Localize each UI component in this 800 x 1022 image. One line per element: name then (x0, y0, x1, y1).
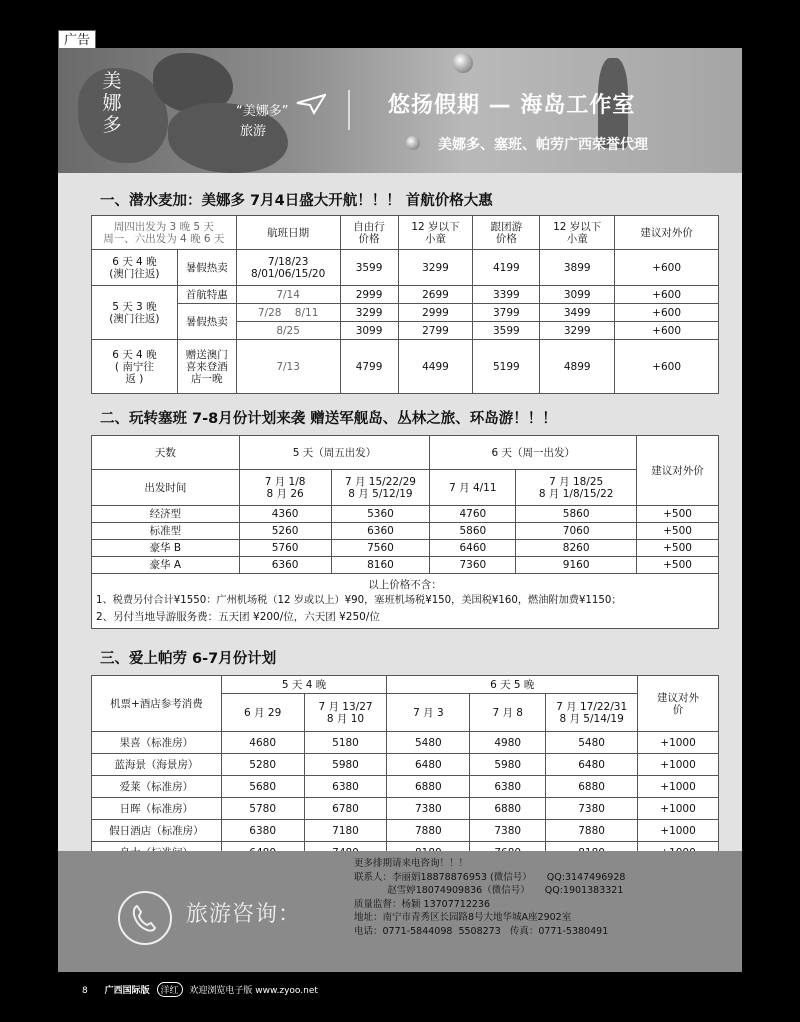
price-cell: 4499 (398, 340, 473, 394)
contact-info: 更多排期请来电咨询！！！ 联系人：李丽娟18878876953 (微信号） QQ:3147496928 赵雪婷18074909836（微信号） QQ:1901383321 质量监督：杨颖 13707712236 地址：南宁市青秀区长园路8号大地华城A座2902室 电话：0771-5844098 5508273 传真：0771-5380491 (354, 858, 626, 937)
note-line: 1、税费另付合计¥1550：广州机场税（12 岁或以上）¥90，塞班机场税¥150，美国税¥160，燃油附加费¥1150； (96, 595, 622, 606)
price-cell: 3299 (340, 304, 398, 322)
row-label: 果喜（标准房） (92, 732, 222, 754)
header-cell: 出发时间 (92, 470, 240, 506)
price-cell: 5360 (331, 506, 430, 523)
brand-logo-text: 美娜多 (102, 70, 122, 136)
banner (58, 48, 742, 173)
website-text: 欢迎浏览电子版 www.zyoo.net (189, 986, 318, 996)
row-label: 经济型 (92, 506, 240, 523)
table-row (92, 523, 719, 540)
table-header-row (92, 216, 719, 250)
content-area (58, 173, 742, 851)
price-cell: 5980 (304, 754, 387, 776)
date-cell: 7/18/23 8/01/06/15/20 (236, 250, 340, 286)
price-cell: 7380 (546, 798, 638, 820)
table-row (92, 754, 719, 776)
price-cell: +500 (637, 540, 719, 557)
price-cell: 3299 (540, 322, 615, 340)
header-cell: 机票+酒店参考消费 (92, 676, 222, 732)
price-cell: 6880 (546, 776, 638, 798)
price-cell: 4760 (430, 506, 516, 523)
page-number: 8 (82, 986, 88, 996)
header-cell: 建议对外 价 (638, 676, 719, 732)
price-cell: 2799 (398, 322, 473, 340)
note-row (92, 574, 719, 629)
price-cell: +600 (615, 286, 719, 304)
table-row (92, 286, 719, 304)
price-cell: 6380 (470, 776, 546, 798)
price-cell: 6380 (221, 820, 304, 842)
price-cell: 6360 (239, 557, 331, 574)
price-cell: +500 (637, 557, 719, 574)
price-cell: 7880 (546, 820, 638, 842)
table-row (92, 540, 719, 557)
price-cell: 4360 (239, 506, 331, 523)
banner-title: 悠扬假期 — 海岛工作室 (388, 93, 636, 118)
price-cell: 8260 (516, 540, 637, 557)
price-cell: 7180 (304, 820, 387, 842)
header-cell: 跟团游 价格 (473, 216, 540, 250)
price-cell: 4980 (470, 732, 546, 754)
date-cell: 7 月 1/8 8 月 26 (239, 470, 331, 506)
date-cell: 7 月 17/22/31 8 月 5/14/19 (546, 694, 638, 732)
header-cell: 建议对外价 (615, 216, 719, 250)
row-label: 豪华 A (92, 557, 240, 574)
header-cell: 12 岁以下 小童 (540, 216, 615, 250)
price-cell: 6360 (331, 523, 430, 540)
price-cell: 5760 (239, 540, 331, 557)
row-label: 豪华 B (92, 540, 240, 557)
table-header-row (92, 676, 719, 694)
type-cell: 暑假热卖 (177, 250, 236, 286)
date-cell: 7 月 8 (470, 694, 546, 732)
price-cell: 5680 (221, 776, 304, 798)
price-cell: 2999 (340, 286, 398, 304)
section1-table (91, 215, 719, 394)
price-cell: +600 (615, 250, 719, 286)
price-cell: 7380 (387, 798, 470, 820)
price-cell: +1000 (638, 754, 719, 776)
date-cell: 7 月 3 (387, 694, 470, 732)
type-cell: 赠送澳门 喜来登酒 店一晚 (177, 340, 236, 394)
price-cell: 5980 (470, 754, 546, 776)
price-cell: 3599 (473, 322, 540, 340)
price-cell: 3899 (540, 250, 615, 286)
table-row (92, 820, 719, 842)
table-row (92, 798, 719, 820)
consult-title: 旅游咨询： (186, 902, 302, 927)
section1-heading: 一、潜水麦加：美娜多 7月4日盛大开航！！！ 首航价格大惠 (100, 193, 493, 209)
price-cell: 4199 (473, 250, 540, 286)
date-cell: 7 月 15/22/29 8 月 5/12/19 (331, 470, 430, 506)
price-cell: 7380 (470, 820, 546, 842)
page-footer (82, 982, 318, 997)
price-cell: 5180 (304, 732, 387, 754)
table-row (92, 340, 719, 394)
table-header-row (92, 436, 719, 470)
section2-table (91, 435, 719, 629)
row-label: 蓝海景（海景房） (92, 754, 222, 776)
bubble-icon (406, 136, 420, 150)
table-row (92, 776, 719, 798)
price-cell: 4899 (540, 340, 615, 394)
header-cell: 12 岁以下 小童 (398, 216, 473, 250)
date-cell: 7/14 (236, 286, 340, 304)
row-label: 假日酒店（标准房） (92, 820, 222, 842)
price-note (92, 574, 719, 629)
price-cell: 3299 (398, 250, 473, 286)
price-cell: +1000 (638, 798, 719, 820)
table-header-row (92, 470, 719, 506)
table-row (92, 506, 719, 523)
price-cell: 6380 (304, 776, 387, 798)
price-cell: 7560 (331, 540, 430, 557)
price-cell: +600 (615, 304, 719, 322)
trip-cell: 5 天 3 晚 (澳门往返) (92, 286, 178, 340)
date-cell: 6 月 29 (221, 694, 304, 732)
section2-heading: 二、玩转塞班 7-8月份计划来袭 赠送军舰岛、丛林之旅、环岛游！！！ (100, 411, 557, 427)
phone-icon (118, 891, 172, 945)
price-cell: 3399 (473, 286, 540, 304)
trip-cell: 6 天 4 晚 ( 南宁往 返 ) (92, 340, 178, 394)
brand-name: “美娜多” (236, 104, 289, 119)
price-cell: 3499 (540, 304, 615, 322)
price-cell: 9160 (516, 557, 637, 574)
bubble-icon (453, 53, 473, 73)
header-cell: 天数 (92, 436, 240, 470)
row-label: 日晖（标准房） (92, 798, 222, 820)
date-cell: 7 月 4/11 (430, 470, 516, 506)
section3-heading: 三、爱上帕劳 6-7月份计划 (100, 651, 277, 667)
header-cell: 5 天 4 晚 (221, 676, 387, 694)
price-cell: 5480 (546, 732, 638, 754)
price-cell: 4680 (221, 732, 304, 754)
price-cell: 6880 (470, 798, 546, 820)
price-cell: 6480 (387, 754, 470, 776)
note-line: 2、另付当地导游服务费：五天团 ¥200/位，六天团 ¥250/位 (96, 611, 380, 623)
note-title: 以上价格不含： (368, 579, 442, 591)
price-cell: 6480 (546, 754, 638, 776)
brand-seal: 洋红 (157, 982, 183, 997)
ad-page (58, 48, 742, 972)
price-cell: 5480 (387, 732, 470, 754)
type-cell: 首航特惠 (177, 286, 236, 304)
price-cell: 5860 (516, 506, 637, 523)
table-row (92, 304, 719, 322)
table-row (92, 557, 719, 574)
price-cell: 6460 (430, 540, 516, 557)
price-cell: 3099 (540, 286, 615, 304)
price-cell: +1000 (638, 776, 719, 798)
edition-name: 广西国际版 (104, 986, 150, 996)
footer (58, 851, 742, 972)
divider (348, 90, 350, 130)
price-cell: 5280 (221, 754, 304, 776)
header-cell: 5 天（周五出发） (239, 436, 430, 470)
price-cell: 5860 (430, 523, 516, 540)
price-cell: 7360 (430, 557, 516, 574)
header-cell: 6 天 5 晚 (387, 676, 638, 694)
price-cell: 8160 (331, 557, 430, 574)
price-cell: 6880 (387, 776, 470, 798)
date-cell: 8/25 (236, 322, 340, 340)
price-cell: 5199 (473, 340, 540, 394)
row-label: 爱莱（标准房） (92, 776, 222, 798)
price-cell: +600 (615, 322, 719, 340)
header-cell: 建议对外价 (637, 436, 719, 506)
date-cell: 7/13 (236, 340, 340, 394)
price-cell: 3799 (473, 304, 540, 322)
date-cell: 7 月 13/27 8 月 10 (304, 694, 387, 732)
date-cell: 7/28 8/11 (236, 304, 340, 322)
type-cell: 暑假热卖 (177, 304, 236, 340)
table-row (92, 732, 719, 754)
paper-plane-icon (296, 93, 326, 115)
price-cell: 7060 (516, 523, 637, 540)
trip-cell: 6 天 4 晚 (澳门往返) (92, 250, 178, 286)
header-cell: 航班日期 (236, 216, 340, 250)
price-cell: +600 (615, 340, 719, 394)
price-cell: 4799 (340, 340, 398, 394)
price-cell: +500 (637, 523, 719, 540)
section3-table (91, 675, 719, 864)
price-cell: 3099 (340, 322, 398, 340)
price-cell: 6780 (304, 798, 387, 820)
price-cell: +500 (637, 506, 719, 523)
row-label: 标准型 (92, 523, 240, 540)
price-cell: 3599 (340, 250, 398, 286)
price-cell: 2699 (398, 286, 473, 304)
price-cell: 2999 (398, 304, 473, 322)
price-cell: 5260 (239, 523, 331, 540)
date-cell: 7 月 18/25 8 月 1/8/15/22 (516, 470, 637, 506)
ad-label: 广告 (58, 30, 96, 52)
price-cell: +1000 (638, 820, 719, 842)
price-cell: 5780 (221, 798, 304, 820)
depart-rule: 周四出发为 3 晚 5 天 周一、六出发为 4 晚 6 天 (92, 216, 237, 250)
price-cell: 7880 (387, 820, 470, 842)
header-cell: 自由行 价格 (340, 216, 398, 250)
brand-sub: 旅游 (240, 124, 267, 139)
banner-subtitle: 美娜多、塞班、帕劳广西荣誉代理 (438, 137, 648, 153)
price-cell: +1000 (638, 732, 719, 754)
table-row (92, 250, 719, 286)
header-cell: 6 天（周一出发） (430, 436, 637, 470)
